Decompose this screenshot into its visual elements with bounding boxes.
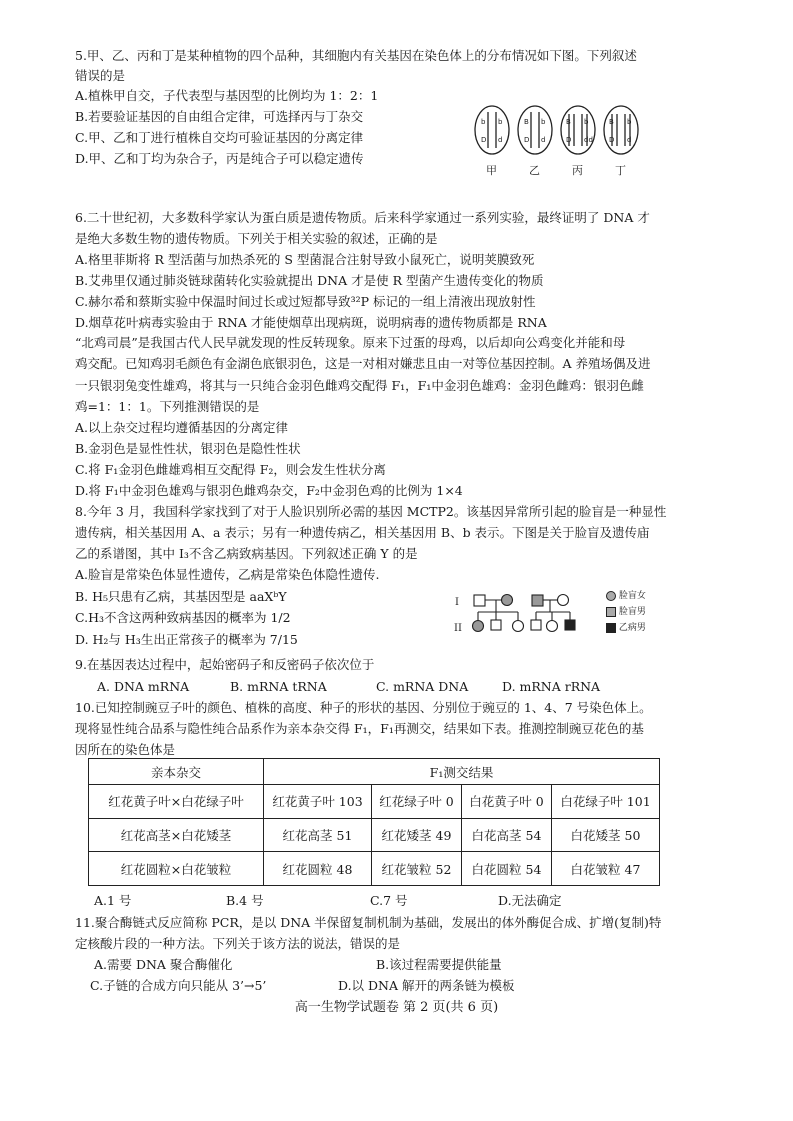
table-row xyxy=(89,852,660,886)
q11-option-c: C.子链的合成方向只能从 3’→5’ xyxy=(90,978,267,993)
legend-square-icon xyxy=(606,607,616,617)
svg-text:b: b xyxy=(627,118,632,126)
svg-text:d: d xyxy=(627,136,632,144)
q10-option-b: B.4 号 xyxy=(226,893,264,908)
q8-option-a: A.脸盲是常染色体显性遗传，乙病是常染色体隐性遗传. xyxy=(75,567,380,582)
table-cell: 红花矮茎 49 xyxy=(372,818,462,852)
q7-option-b: B.金羽色是显性性状，银羽色是隐性性状 xyxy=(75,441,301,456)
svg-text:dd: dd xyxy=(584,136,593,144)
generation-label-ii: II xyxy=(454,623,462,634)
q11-stem-line-1: 11.聚合酶链式反应简称 PCR，是以 DNA 半保留复制机制为基础，发展出的体外酶促合成、扩增(复制)特 xyxy=(75,915,662,930)
q11-option-a: A.需要 DNA 聚合酶催化 xyxy=(94,957,233,972)
chromosome-figure xyxy=(470,100,650,180)
q6-stem-line-2: 是绝大多数生物的遗传物质。下列关于相关实验的叙述，正确的是 xyxy=(75,231,438,246)
table-cell: 红花绿子叶 0 xyxy=(372,785,462,819)
q10-stem-line-1: 10.已知控制豌豆子叶的颜色、植株的高度、种子的形状的基因、分别位于豌豆的 1、4、7 号染色体上。 xyxy=(75,700,652,715)
table-cell: 红花圆粒×白花皱粒 xyxy=(89,852,264,886)
table-cell: 白花皱粒 47 xyxy=(551,852,659,886)
svg-text:b: b xyxy=(481,118,486,126)
table-row xyxy=(89,818,660,852)
q9-option-b: B. mRNA tRNA xyxy=(230,679,327,694)
figure-label-jia: 甲 xyxy=(486,164,497,177)
svg-text:B: B xyxy=(609,118,614,126)
q9-option-c: C. mRNA DNA xyxy=(376,679,469,694)
q10-option-d: D.无法确定 xyxy=(498,893,562,908)
table-cell: 红花黄子叶×白花绿子叶 xyxy=(89,785,264,819)
figure-label-yi: 乙 xyxy=(529,164,540,177)
legend-item-disease-b: 乙病男 xyxy=(606,620,646,636)
svg-text:D: D xyxy=(566,136,572,144)
q7-stem-line-1: “北鸡司晨”是我国古代人民早就发现的性反转现象。原来下过蛋的母鸡，以后却向公鸡变化并能和母 xyxy=(75,335,626,350)
legend-item-female: 脸盲女 xyxy=(606,588,646,604)
svg-text:D: D xyxy=(524,136,530,144)
table-cell: 白花绿子叶 101 xyxy=(551,785,659,819)
table-cell: 白花高茎 54 xyxy=(461,818,551,852)
q9-stem: 9.在基因表达过程中，起始密码子和反密码子依次位于 xyxy=(75,657,375,672)
q10-stem-line-2: 现将显性纯合品系与隐性纯合品系作为亲本杂交得 F₁，F₁再测交，结果如下表。推测控制豌豆花色的基 xyxy=(75,721,644,736)
svg-text:B: B xyxy=(566,118,571,126)
table-cell: 红花黄子叶 103 xyxy=(264,785,372,819)
table-row xyxy=(89,785,660,819)
figure-label-bing: 丙 xyxy=(572,164,583,177)
legend-circle-icon xyxy=(606,591,616,601)
q6-option-b: B.艾弗里仅通过肺炎链球菌转化实验就提出 DNA 才是使 R 型菌产生遗传变化的物质 xyxy=(75,273,544,288)
legend-filled-square-icon xyxy=(606,623,616,633)
table-cell: 白花矮茎 50 xyxy=(551,818,659,852)
table-cell: 白花黄子叶 0 xyxy=(461,785,551,819)
q6-option-d: D.烟草花叶病毒实验由于 RNA 才能使烟草出现病斑，说明病毒的遗传物质都是 RNA xyxy=(75,315,547,330)
q7-stem-line-2: 鸡交配。已知鸡羽毛颜色有金湖色底银羽色，这是一对相对嫌悲且由一对等位基因控制。A 养殖场偶及进 xyxy=(75,356,651,371)
figure-label-ding: 丁 xyxy=(615,164,626,177)
q7-option-c: C.将 F₁金羽色雌雄鸡相互交配得 F₂，则会发生性状分离 xyxy=(75,462,386,477)
q11-option-d: D.以 DNA 解开的两条链为模板 xyxy=(338,978,515,993)
q7-option-d: D.将 F₁中金羽色雄鸡与银羽色雌鸡杂交，F₂中金羽色鸡的比例为 1×4 xyxy=(75,483,463,498)
legend-item-male: 脸盲男 xyxy=(606,604,646,620)
q9-option-a: A. DNA mRNA xyxy=(97,679,190,694)
q8-stem-line-3: 乙的系谱图，其中 I₃不含乙病致病基因。下列叙述正确 Y 的是 xyxy=(75,546,418,561)
table-header-parents: 亲本杂交 xyxy=(89,759,264,785)
svg-text:b: b xyxy=(541,118,546,126)
q8-stem-line-1: 8.今年 3 月，我国科学家找到了对于人脸识别所必需的基因 MCTP2。该基因异常所引起的脸盲是一种显性 xyxy=(75,504,667,519)
q7-option-a: A.以上杂交过程均遵循基因的分离定律 xyxy=(75,420,289,435)
svg-text:b: b xyxy=(498,118,503,126)
q6-option-a: A.格里菲斯将 R 型活菌与加热杀死的 S 型菌混合注射导致小鼠死亡，说明荚膜致死 xyxy=(75,252,535,267)
svg-text:d: d xyxy=(498,136,503,144)
testcross-results-table xyxy=(88,758,660,886)
table-cell: 红花皱粒 52 xyxy=(372,852,462,886)
q10-stem-line-3: 因所在的染色体是 xyxy=(75,742,176,757)
svg-text:b: b xyxy=(584,118,589,126)
table-cell: 红花圆粒 48 xyxy=(264,852,372,886)
q9-option-d: D. mRNA rRNA xyxy=(502,679,601,694)
q5-option-a: A.植株甲自交，子代表型与基因型的比例均为 1：2：1 xyxy=(75,88,379,103)
q5-option-b: B.若要验证基因的自由组合定律，可选择丙与丁杂交 xyxy=(75,109,364,124)
generation-label-i: I xyxy=(455,597,459,608)
q5-stem-line-2: 错误的是 xyxy=(75,68,126,83)
q11-stem-line-2: 定核酸片段的一种方法。下列关于该方法的说法，错误的是 xyxy=(75,936,401,951)
table-cell: 红花高茎 51 xyxy=(264,818,372,852)
q8-option-d: D. H₂与 H₃生出正常孩子的概率为 7/15 xyxy=(75,632,298,647)
q7-stem-line-3: 一只银羽兔变性雄鸡，将其与一只纯合金羽色雌鸡交配得 F₁，F₁中金羽色雄鸡：金羽色雌鸡：银羽色雌 xyxy=(75,378,644,393)
q6-option-c: C.赫尔希和蔡斯实验中保温时间过长或过短都导致³²P 标记的一组上清液出现放射性 xyxy=(75,294,536,309)
svg-text:B: B xyxy=(524,118,529,126)
table-cell: 红花高茎×白花矮茎 xyxy=(89,818,264,852)
q7-stem-line-4: 鸡=1：1：1。下列推测错误的是 xyxy=(75,399,260,414)
pedigree-legend xyxy=(606,588,646,636)
table-cell: 白花圆粒 54 xyxy=(461,852,551,886)
table-header-row xyxy=(89,759,660,785)
svg-text:D: D xyxy=(481,136,487,144)
q5-option-c: C.甲、乙和丁进行植株自交均可验证基因的分离定律 xyxy=(75,130,364,145)
q8-stem-line-2: 遗传病，相关基因用 A、a 表示；另有一种遗传病乙，相关基因用 B、b 表示。下图是关于脸盲及遗传庙 xyxy=(75,525,650,540)
q6-stem-line-1: 6.二十世纪初，大多数科学家认为蛋白质是遗传物质。后来科学家通过一系列实验，最终证明了 DNA 才 xyxy=(75,210,650,225)
q10-option-a: A.1 号 xyxy=(94,893,132,908)
page-footer: 高一生物学试题卷 第 2 页(共 6 页) xyxy=(294,1000,499,1015)
q8-option-c: C.H₃不含这两种致病基因的概率为 1/2 xyxy=(75,610,291,625)
svg-text:d: d xyxy=(541,136,546,144)
svg-text:D: D xyxy=(609,136,615,144)
q10-option-c: C.7 号 xyxy=(370,893,408,908)
q11-option-b: B.该过程需要提供能量 xyxy=(376,957,502,972)
q5-option-d: D.甲、乙和丁均为杂合子，丙是纯合子可以稳定遗传 xyxy=(75,151,364,166)
q5-stem-line-1: 5.甲、乙、丙和丁是某种植物的四个品种，其细胞内有关基因在染色体上的分布情况如下图。下列叙述 xyxy=(75,48,637,63)
q8-option-b: B. H₅只患有乙病，其基因型是 aaXᵇY xyxy=(75,589,287,604)
table-header-results: F₁测交结果 xyxy=(264,759,660,785)
